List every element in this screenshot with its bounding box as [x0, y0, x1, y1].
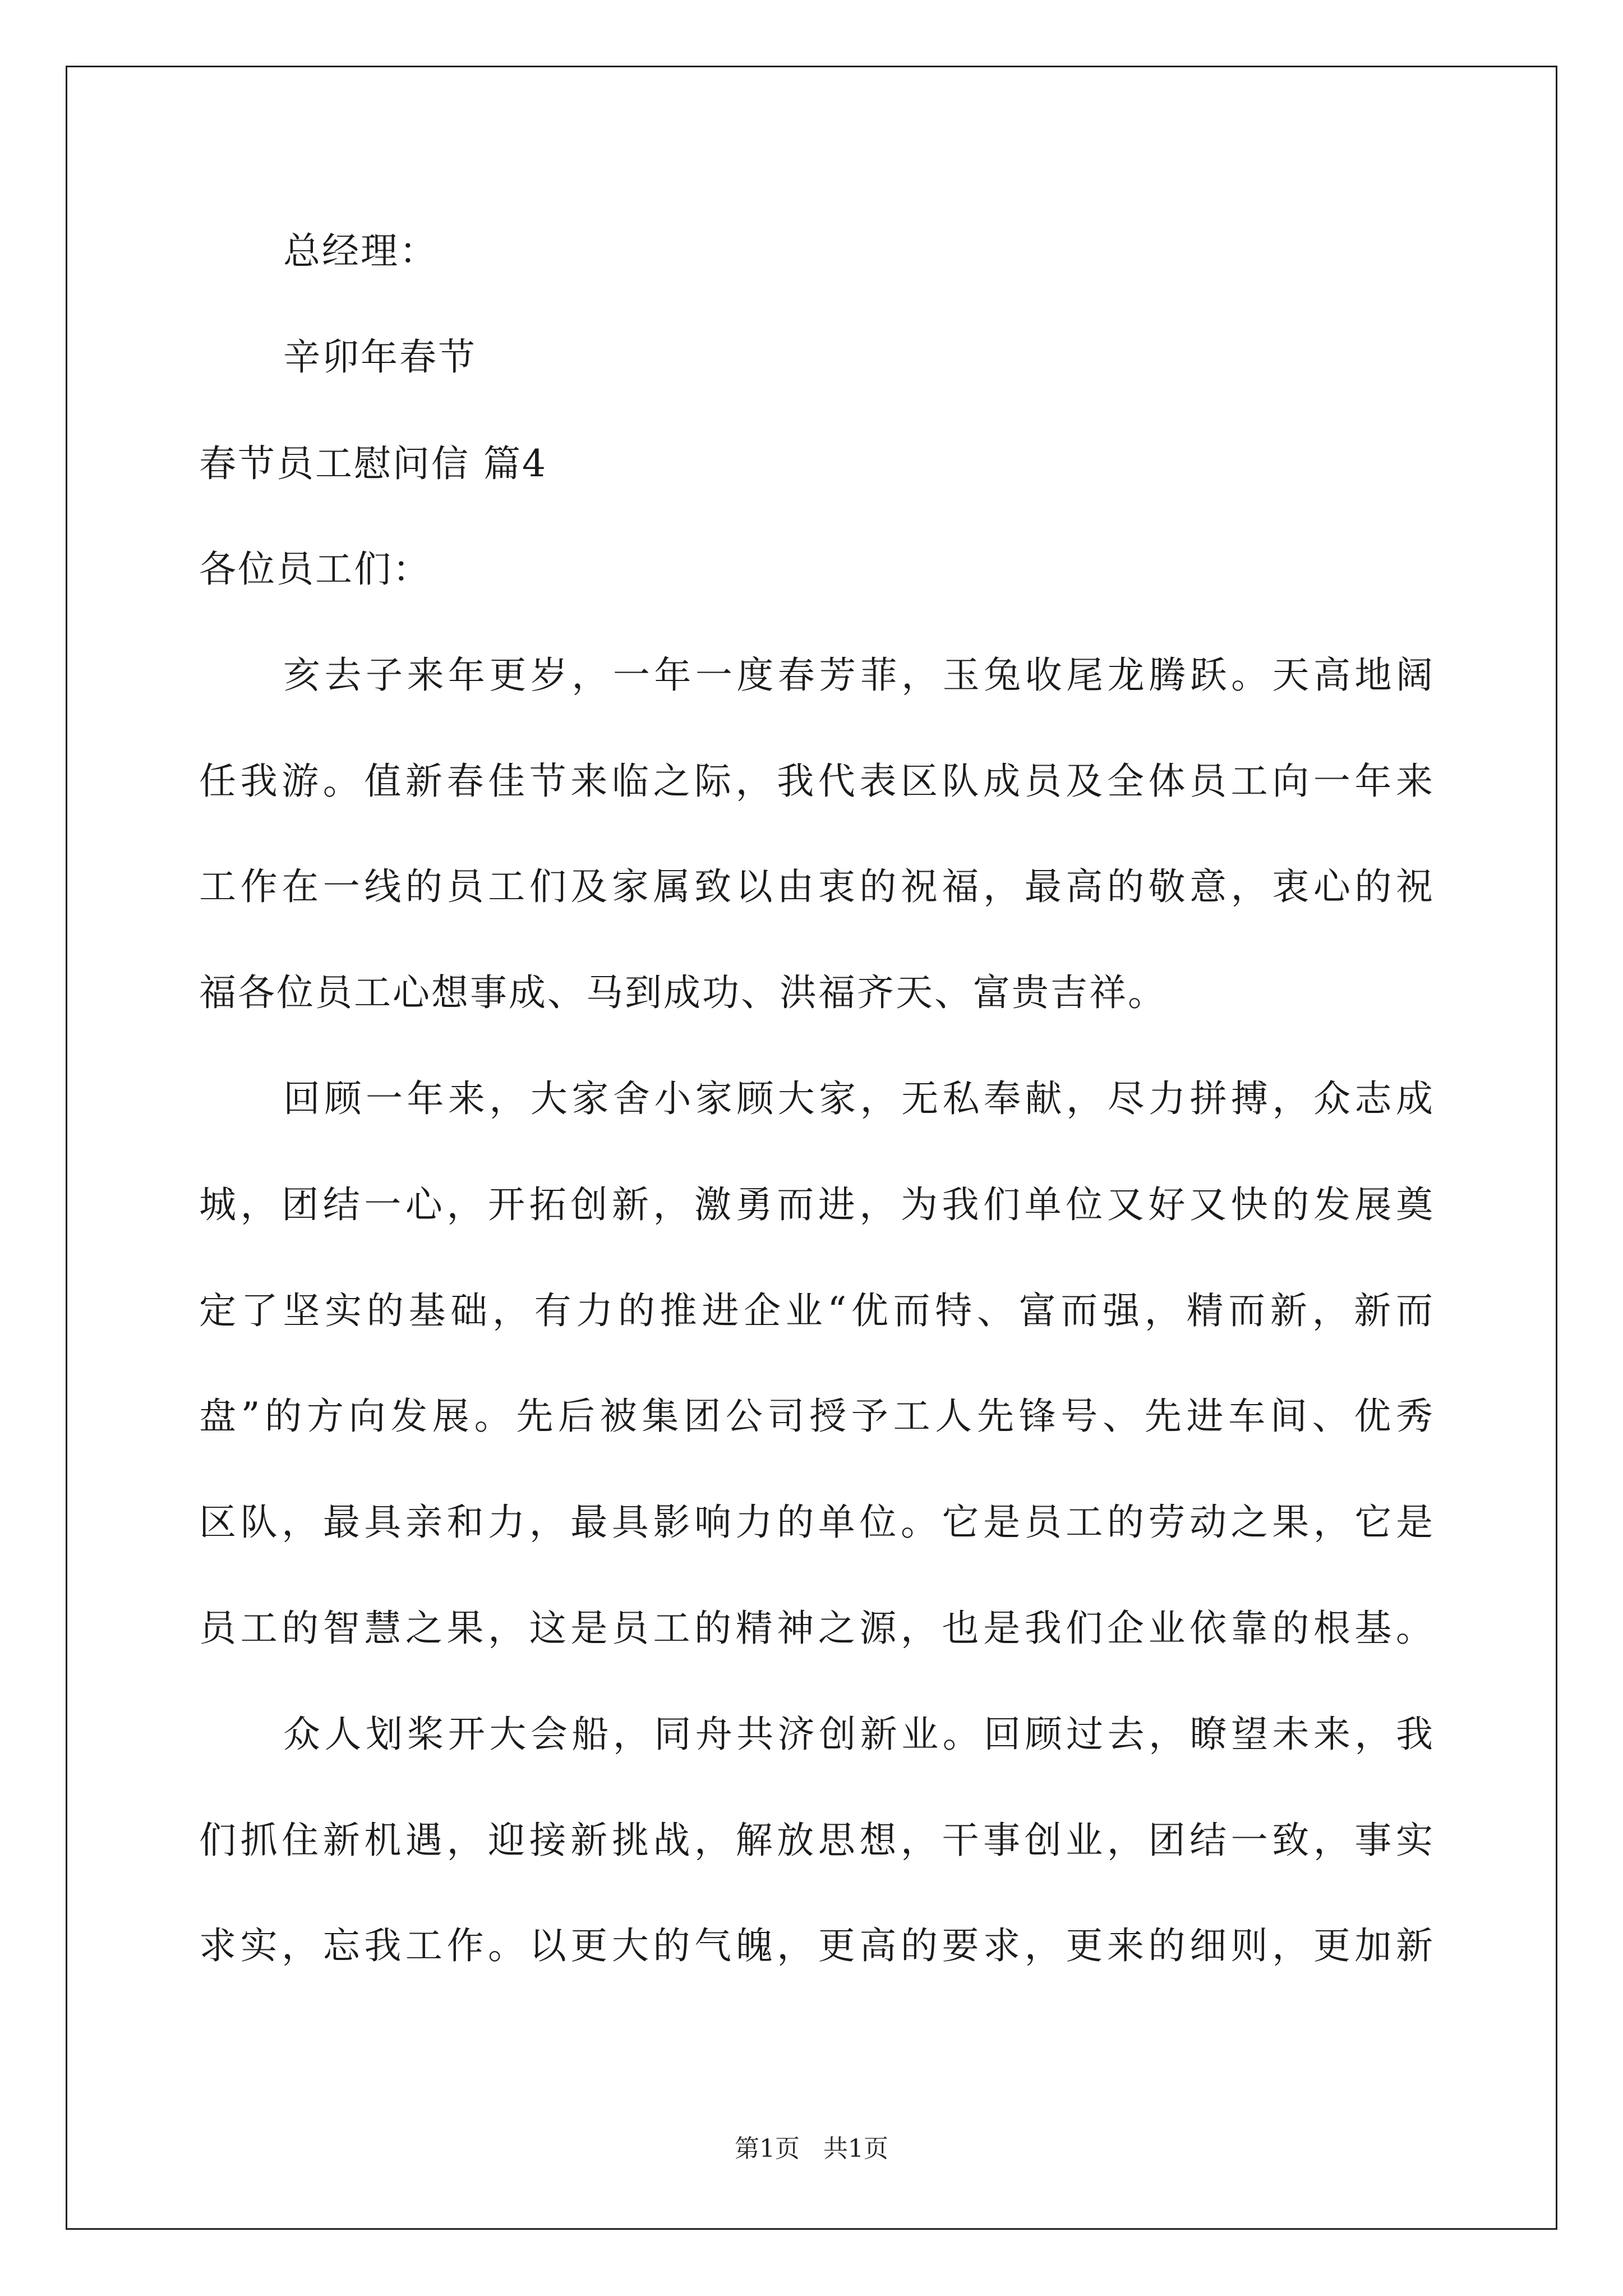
- paragraph-2-line-4: 盘”的方向发展。先后被集团公司授予工人先锋号、先进车间、优秀: [199, 1395, 1433, 1438]
- paragraph-2-line-3: 定了坚实的基础，有力的推进企业“优而特、富而强，精而新，新而: [199, 1289, 1433, 1332]
- paragraph-1-line-4: 福各位员工心想事成、马到成功、洪福齐天、富贵吉祥。: [199, 971, 1166, 1014]
- paragraph-1-line-1: 亥去子来年更岁，一年一度春芳菲，玉兔收尾龙腾跃。天高地阔: [283, 654, 1433, 697]
- paragraph-3-line-2: 们抓住新机遇，迎接新挑战，解放思想，干事创业，团结一致，事实: [199, 1819, 1433, 1862]
- signature-date: 辛卯年春节: [283, 335, 477, 379]
- signature-title: 总经理：: [283, 229, 438, 273]
- paragraph-1-line-2: 任我游。值新春佳节来临之际，我代表区队成员及全体员工向一年来: [199, 760, 1433, 803]
- paragraph-2-line-5: 区队，最具亲和力，最具影响力的单位。它是员工的劳动之果，它是: [199, 1501, 1433, 1544]
- paragraph-1-line-3: 工作在一线的员工们及家属致以由衷的祝福，最高的敬意，衷心的祝: [199, 865, 1433, 908]
- page-number: 第1页: [735, 2134, 800, 2163]
- page-border: [66, 66, 1557, 2230]
- paragraph-2-line-1: 回顾一年来，大家舍小家顾大家，无私奉献，尽力拼搏，众志成: [283, 1077, 1433, 1120]
- paragraph-3-line-1: 众人划桨开大会船，同舟共济创新业。回顾过去，瞭望未来，我: [283, 1713, 1433, 1756]
- page-total: 共1页: [823, 2134, 888, 2163]
- section-heading: 春节员工慰问信 篇4: [199, 442, 547, 485]
- paragraph-3-line-3: 求实，忘我工作。以更大的气魄，更高的要求，更来的细则，更加新: [199, 1924, 1433, 1967]
- paragraph-2-line-6: 员工的智慧之果，这是员工的精神之源，也是我们企业依靠的根基。: [199, 1607, 1433, 1650]
- paragraph-2-line-2: 城，团结一心，开拓创新，激勇而进，为我们单位又好又快的发展奠: [199, 1183, 1433, 1226]
- salutation: 各位员工们：: [199, 547, 431, 591]
- page-footer: [0, 2133, 1623, 2165]
